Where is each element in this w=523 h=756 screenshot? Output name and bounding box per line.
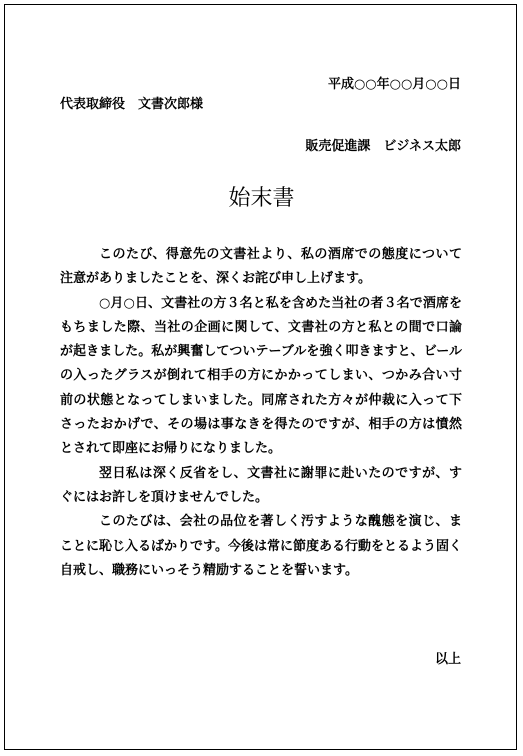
body-paragraph: このたび、得意先の文書社より、私の酒席での態度について注意がありましたことを、深くお詫び申し上げます。 bbox=[60, 247, 462, 287]
body-paragraph: 翌日私は深く反省をし、文書社に謝罪に赴いたのですが、すぐにはお許しを頂けませんでした。 bbox=[60, 465, 462, 505]
sender-name: 販売促進課 ビジネス太郎 bbox=[305, 139, 461, 154]
closing-mark: 以上 bbox=[434, 652, 461, 667]
document-body bbox=[60, 243, 462, 583]
body-paragraph: このたびは、会社の品位を著しく汚すような醜態を演じ、まことに恥じ入るばかりです。今後は常に節度ある行動をとるよう固く自戒し、職務にいっそう精励することを誓います。 bbox=[60, 514, 462, 578]
document-date: 平成○○年○○月○○日 bbox=[327, 77, 461, 92]
recipient-name: 代表取締役 文書次郎様 bbox=[60, 97, 204, 112]
document-title: 始末書 bbox=[228, 186, 295, 211]
body-paragraph: ○月○日、文書社の方３名と私を含めた当社の者３名で酒席をもちました際、当社の企画に関して、文書社の方と私との間で口論が起きました。私が興奮してついテーブルを強く叩きますと、ビールの入ったグラスが倒れて相手の方にかかってしまい、つかみ合い寸前の状態となってしまいました。同席された方々が仲裁に入って下さったおかげで、その場は事なきを得たのですが、相手の方は憤然とされて即座にお帰りになりました。 bbox=[60, 295, 462, 457]
